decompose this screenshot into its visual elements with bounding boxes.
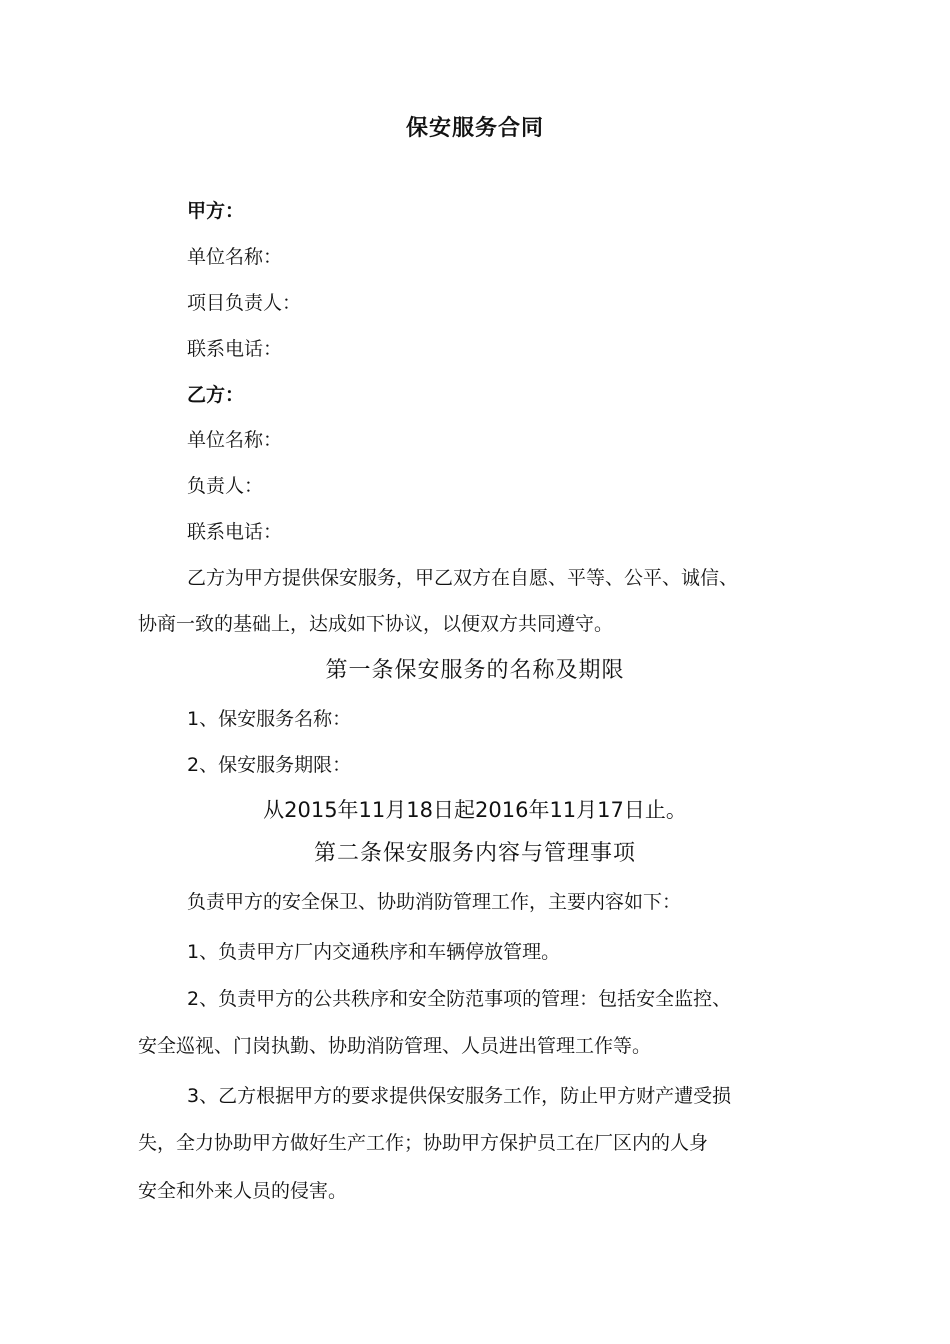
party-b-label: 乙方： <box>187 384 245 406</box>
article2-heading: 第二条保安服务内容与管理事项 <box>313 841 636 866</box>
party-b-unit-name: 单位名称： <box>187 429 283 451</box>
article2-item1: 1、负责甲方厂内交通秩序和车辆停放管理。 <box>187 941 561 963</box>
article2-item3-line3: 安全和外来人员的侵害。 <box>138 1180 348 1202</box>
article1-heading: 第一条保安服务的名称及期限 <box>325 658 625 683</box>
article2-item3-line2: 失，全力协助甲方做好生产工作；协助甲方保护员工在厂区内的人身 <box>138 1132 709 1154</box>
party-a-project-lead: 项目负责人： <box>187 292 302 314</box>
article2-item2-line2: 安全巡视、门岗执勤、协助消防管理、人员进出管理工作等。 <box>138 1035 652 1057</box>
article1-period: 从2015年11月18日起2016年11月17日止。 <box>263 798 687 822</box>
document-title: 保安服务合同 <box>405 116 544 141</box>
article2-item2-line1: 2、负责甲方的公共秩序和安全防范事项的管理：包括安全监控、 <box>187 988 732 1010</box>
article1-item2: 2、保安服务期限： <box>187 754 352 776</box>
intro-line-2: 协商一致的基础上，达成如下协议，以便双方共同遵守。 <box>138 613 614 635</box>
article1-item1: 1、保安服务名称： <box>187 708 352 730</box>
party-a-phone: 联系电话： <box>187 338 283 360</box>
intro-line-1: 乙方为甲方提供保安服务，甲乙双方在自愿、平等、公平、诚信、 <box>187 567 739 589</box>
party-b-lead: 负责人： <box>187 475 264 497</box>
party-a-label: 甲方： <box>187 200 245 222</box>
article2-item3-line1: 3、乙方根据甲方的要求提供保安服务工作，防止甲方财产遭受损 <box>187 1085 732 1107</box>
article2-lead: 负责甲方的安全保卫、协助消防管理工作，主要内容如下： <box>187 891 682 913</box>
party-a-unit-name: 单位名称： <box>187 246 283 268</box>
party-b-phone: 联系电话： <box>187 521 283 543</box>
